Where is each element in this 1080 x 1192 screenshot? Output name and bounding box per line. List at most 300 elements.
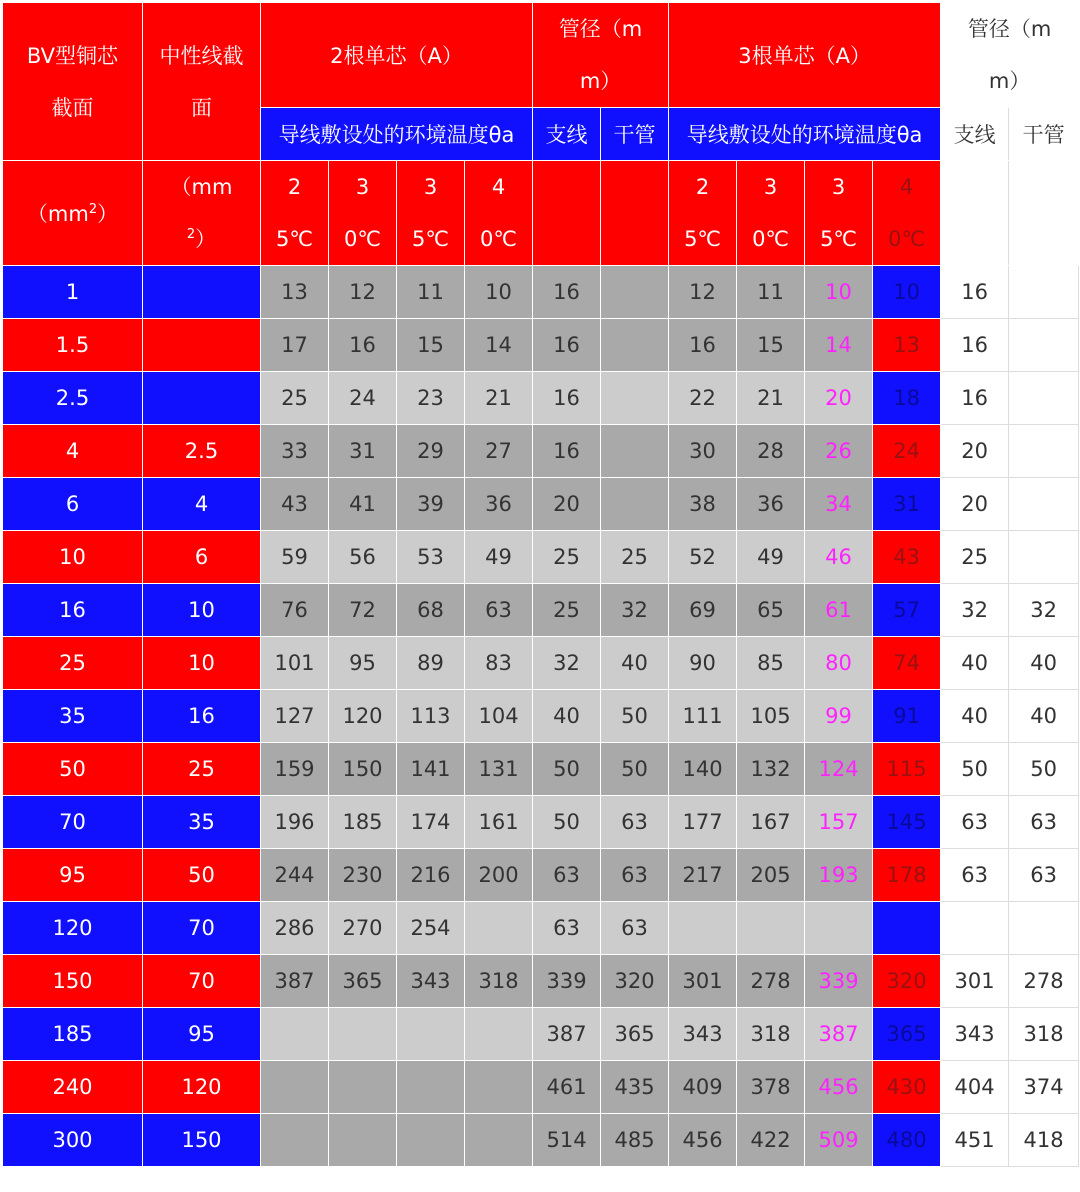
cell-two-core-0: 17	[261, 319, 329, 372]
cell-pipe-a-branch: 387	[533, 1008, 601, 1061]
cell-two-core-3: 318	[465, 955, 533, 1008]
wire-ampacity-table	[2, 2, 1079, 1167]
header-section-line1: BV型铜芯	[26, 43, 119, 68]
cell-two-core-3	[465, 902, 533, 955]
cell-two-core-0: 33	[261, 425, 329, 478]
cell-two-core-2: 174	[397, 796, 465, 849]
cell-pipe-b-branch: 32	[941, 584, 1009, 637]
cell-three-core-0: 140	[669, 743, 737, 796]
header-pipe-b	[941, 3, 1079, 108]
cell-three-core-3	[873, 902, 941, 955]
unit-neutral-sup: 2	[186, 227, 196, 242]
cell-two-core-1: 230	[329, 849, 397, 902]
cell-two-core-2	[397, 1061, 465, 1114]
table-row	[3, 1114, 1079, 1167]
unit-neutral-line2	[143, 213, 260, 265]
cell-pipe-b-branch: 301	[941, 955, 1009, 1008]
cell-three-core-0: 69	[669, 584, 737, 637]
cell-pipe-b-main: 50	[1009, 743, 1079, 796]
cell-three-core-2: 34	[805, 478, 873, 531]
cell-three-core-1: 205	[737, 849, 805, 902]
header-section	[3, 3, 143, 161]
cell-two-core-3: 10	[465, 266, 533, 319]
cell-three-core-3: 178	[873, 849, 941, 902]
cell-neutral: 35	[143, 796, 261, 849]
header-two-core: 2根单芯（A）	[261, 3, 533, 108]
table-row	[3, 1061, 1079, 1114]
cell-two-core-1: 185	[329, 796, 397, 849]
cell-pipe-b-branch: 40	[941, 637, 1009, 690]
cell-three-core-3: 145	[873, 796, 941, 849]
cell-section: 1	[3, 266, 143, 319]
cell-pipe-b-branch: 20	[941, 478, 1009, 531]
cell-three-core-2: 456	[805, 1061, 873, 1114]
temp-three-3-l1: 4	[899, 175, 914, 199]
header-main-b: 干管	[1009, 108, 1079, 161]
temp-three-3-l2: 0℃	[888, 227, 926, 251]
cell-three-core-0: 30	[669, 425, 737, 478]
table-row	[3, 372, 1079, 425]
temp-three-3	[873, 161, 941, 266]
unit-neutral	[143, 161, 261, 266]
cell-two-core-2: 23	[397, 372, 465, 425]
cell-three-core-1: 65	[737, 584, 805, 637]
cell-neutral: 2.5	[143, 425, 261, 478]
cell-three-core-2: 99	[805, 690, 873, 743]
cell-pipe-b-branch: 404	[941, 1061, 1009, 1114]
cell-two-core-1: 72	[329, 584, 397, 637]
cell-two-core-1: 365	[329, 955, 397, 1008]
cell-pipe-b-branch: 63	[941, 796, 1009, 849]
table-row	[3, 690, 1079, 743]
cell-two-core-2	[397, 1008, 465, 1061]
unit-section-pre: （mm	[26, 202, 89, 226]
header-three-core: 3根单芯（A）	[669, 3, 941, 108]
cell-pipe-b-main	[1009, 425, 1079, 478]
cell-neutral	[143, 319, 261, 372]
temp-three-2-l2: 5℃	[820, 227, 858, 251]
temp-two-1	[329, 161, 397, 266]
cell-section: 300	[3, 1114, 143, 1167]
cell-two-core-1: 24	[329, 372, 397, 425]
cell-two-core-2: 15	[397, 319, 465, 372]
cell-pipe-b-main: 374	[1009, 1061, 1079, 1114]
table-row	[3, 796, 1079, 849]
cell-three-core-2: 124	[805, 743, 873, 796]
temp-two-2	[397, 161, 465, 266]
cell-section: 95	[3, 849, 143, 902]
cell-pipe-a-branch: 16	[533, 425, 601, 478]
cell-pipe-a-main	[601, 266, 669, 319]
cell-neutral	[143, 372, 261, 425]
cell-neutral: 150	[143, 1114, 261, 1167]
cell-pipe-a-main: 365	[601, 1008, 669, 1061]
header-pipe-a-line2: m）	[579, 69, 622, 93]
temp-two-0-l2: 5℃	[276, 227, 313, 251]
cell-two-core-1	[329, 1114, 397, 1167]
cell-three-core-2: 387	[805, 1008, 873, 1061]
cell-two-core-2: 53	[397, 531, 465, 584]
cell-pipe-a-main: 320	[601, 955, 669, 1008]
cell-pipe-a-main: 63	[601, 902, 669, 955]
cell-section: 6	[3, 478, 143, 531]
cell-three-core-0: 301	[669, 955, 737, 1008]
cell-two-core-2	[397, 1114, 465, 1167]
cell-pipe-b-branch: 16	[941, 372, 1009, 425]
cell-two-core-3	[465, 1061, 533, 1114]
cell-two-core-0	[261, 1061, 329, 1114]
cell-section: 2.5	[3, 372, 143, 425]
cell-section: 70	[3, 796, 143, 849]
cell-two-core-3	[465, 1114, 533, 1167]
cell-two-core-2: 216	[397, 849, 465, 902]
header-branch-b: 支线	[941, 108, 1009, 161]
cell-three-core-2: 26	[805, 425, 873, 478]
cell-pipe-a-main: 63	[601, 849, 669, 902]
cell-three-core-2: 80	[805, 637, 873, 690]
cell-two-core-1	[329, 1008, 397, 1061]
cell-pipe-a-branch: 50	[533, 743, 601, 796]
temp-three-1-l1: 3	[763, 175, 778, 199]
cell-neutral: 10	[143, 584, 261, 637]
cell-two-core-3: 27	[465, 425, 533, 478]
cell-three-core-3: 43	[873, 531, 941, 584]
cell-two-core-0: 127	[261, 690, 329, 743]
pipe-b-main-unit	[1009, 161, 1079, 266]
cell-pipe-b-main: 40	[1009, 637, 1079, 690]
cell-pipe-b-main: 278	[1009, 955, 1079, 1008]
cell-pipe-b-main	[1009, 902, 1079, 955]
cell-three-core-1: 11	[737, 266, 805, 319]
cell-three-core-0: 52	[669, 531, 737, 584]
table-row	[3, 849, 1079, 902]
temp-three-0-l1: 2	[695, 175, 710, 199]
cell-section: 4	[3, 425, 143, 478]
cell-two-core-0: 101	[261, 637, 329, 690]
cell-three-core-1	[737, 902, 805, 955]
header-pipe-a	[533, 3, 669, 108]
cell-section: 10	[3, 531, 143, 584]
cell-pipe-b-main	[1009, 531, 1079, 584]
cell-three-core-3: 24	[873, 425, 941, 478]
cell-pipe-a-main: 50	[601, 743, 669, 796]
cell-three-core-1: 422	[737, 1114, 805, 1167]
table-row	[3, 425, 1079, 478]
cell-two-core-1: 95	[329, 637, 397, 690]
cell-three-core-3: 430	[873, 1061, 941, 1114]
table-row	[3, 1008, 1079, 1061]
unit-section-sup: 2	[88, 202, 98, 217]
cell-pipe-a-branch: 339	[533, 955, 601, 1008]
temp-two-3-l2: 0℃	[480, 227, 517, 251]
cell-three-core-3: 13	[873, 319, 941, 372]
cell-two-core-0: 196	[261, 796, 329, 849]
cell-two-core-0: 286	[261, 902, 329, 955]
cell-three-core-1: 278	[737, 955, 805, 1008]
cell-pipe-b-branch: 63	[941, 849, 1009, 902]
pipe-a-main-unit	[601, 161, 669, 266]
cell-three-core-3: 115	[873, 743, 941, 796]
cell-three-core-2	[805, 902, 873, 955]
cell-two-core-0: 59	[261, 531, 329, 584]
cell-two-core-1: 56	[329, 531, 397, 584]
cell-pipe-b-main: 63	[1009, 796, 1079, 849]
cell-two-core-0: 159	[261, 743, 329, 796]
pipe-a-branch-unit	[533, 161, 601, 266]
cell-three-core-3: 74	[873, 637, 941, 690]
temp-three-2	[805, 161, 873, 266]
cell-two-core-0: 43	[261, 478, 329, 531]
temp-two-1-l1: 3	[355, 175, 370, 199]
cell-two-core-3: 21	[465, 372, 533, 425]
cell-three-core-2: 193	[805, 849, 873, 902]
temp-two-2-l2: 5℃	[412, 227, 449, 251]
cell-three-core-2: 61	[805, 584, 873, 637]
cell-three-core-0: 409	[669, 1061, 737, 1114]
cell-three-core-0: 16	[669, 319, 737, 372]
cell-two-core-3: 36	[465, 478, 533, 531]
cell-section: 240	[3, 1061, 143, 1114]
temp-two-3	[465, 161, 533, 266]
temp-three-1	[737, 161, 805, 266]
cell-two-core-1: 12	[329, 266, 397, 319]
cell-section: 16	[3, 584, 143, 637]
header-section-line2: 截面	[51, 95, 94, 120]
cell-two-core-1	[329, 1061, 397, 1114]
cell-pipe-a-branch: 16	[533, 266, 601, 319]
cell-pipe-b-branch: 20	[941, 425, 1009, 478]
unit-neutral-line1: （mm	[170, 175, 233, 199]
cell-two-core-3: 63	[465, 584, 533, 637]
header-env-temp-b: 导线敷设处的环境温度θa	[669, 108, 941, 161]
cell-pipe-a-branch: 63	[533, 902, 601, 955]
header-pipe-b-line2: m）	[988, 69, 1031, 93]
cell-pipe-b-branch: 50	[941, 743, 1009, 796]
cell-three-core-3: 31	[873, 478, 941, 531]
cell-neutral: 16	[143, 690, 261, 743]
cell-three-core-2: 10	[805, 266, 873, 319]
cell-two-core-1: 16	[329, 319, 397, 372]
cell-two-core-3	[465, 1008, 533, 1061]
header-neutral-line1: 中性线截	[159, 43, 244, 68]
cell-pipe-b-branch: 25	[941, 531, 1009, 584]
table-row	[3, 266, 1079, 319]
temp-three-1-l2: 0℃	[752, 227, 790, 251]
cell-pipe-a-branch: 514	[533, 1114, 601, 1167]
unit-neutral-post: ）	[195, 227, 217, 251]
cell-two-core-0: 25	[261, 372, 329, 425]
cell-pipe-a-branch: 40	[533, 690, 601, 743]
cell-pipe-b-branch: 16	[941, 266, 1009, 319]
cell-two-core-3: 49	[465, 531, 533, 584]
cell-pipe-a-main: 40	[601, 637, 669, 690]
cell-three-core-1: 15	[737, 319, 805, 372]
cell-three-core-0: 111	[669, 690, 737, 743]
table-row	[3, 584, 1079, 637]
cell-two-core-0: 76	[261, 584, 329, 637]
cell-three-core-0: 343	[669, 1008, 737, 1061]
cell-section: 25	[3, 637, 143, 690]
header-neutral-line2: 面	[191, 95, 212, 120]
cell-two-core-1: 150	[329, 743, 397, 796]
temp-three-0-l2: 5℃	[684, 227, 722, 251]
temp-two-0-l1: 2	[287, 175, 302, 199]
cell-two-core-1: 41	[329, 478, 397, 531]
cell-pipe-b-main: 318	[1009, 1008, 1079, 1061]
temp-three-0	[669, 161, 737, 266]
cell-two-core-3: 83	[465, 637, 533, 690]
cell-pipe-a-branch: 25	[533, 531, 601, 584]
cell-three-core-1: 36	[737, 478, 805, 531]
header-branch-a: 支线	[533, 108, 601, 161]
cell-three-core-3: 320	[873, 955, 941, 1008]
cell-two-core-0	[261, 1008, 329, 1061]
cell-pipe-b-main: 63	[1009, 849, 1079, 902]
table-row	[3, 743, 1079, 796]
cell-pipe-a-main: 50	[601, 690, 669, 743]
cell-two-core-3: 14	[465, 319, 533, 372]
header-main-a: 干管	[601, 108, 669, 161]
cell-pipe-a-main: 25	[601, 531, 669, 584]
cell-three-core-0: 177	[669, 796, 737, 849]
cell-section: 185	[3, 1008, 143, 1061]
cell-three-core-2: 339	[805, 955, 873, 1008]
temp-two-3-l1: 4	[491, 175, 506, 199]
cell-two-core-2: 254	[397, 902, 465, 955]
cell-three-core-3: 18	[873, 372, 941, 425]
cell-three-core-3: 91	[873, 690, 941, 743]
cell-pipe-b-main	[1009, 478, 1079, 531]
table-row	[3, 902, 1079, 955]
cell-two-core-2: 89	[397, 637, 465, 690]
cell-three-core-2: 46	[805, 531, 873, 584]
cell-pipe-b-branch	[941, 902, 1009, 955]
cell-pipe-a-branch: 20	[533, 478, 601, 531]
cell-three-core-1: 28	[737, 425, 805, 478]
cell-two-core-3: 200	[465, 849, 533, 902]
cell-two-core-2: 141	[397, 743, 465, 796]
cell-two-core-1: 31	[329, 425, 397, 478]
cell-three-core-0	[669, 902, 737, 955]
cell-neutral: 4	[143, 478, 261, 531]
cell-two-core-3: 161	[465, 796, 533, 849]
cell-three-core-0: 12	[669, 266, 737, 319]
cell-pipe-a-main	[601, 372, 669, 425]
cell-three-core-1: 378	[737, 1061, 805, 1114]
table-row	[3, 531, 1079, 584]
cell-pipe-a-branch: 25	[533, 584, 601, 637]
cell-three-core-2: 20	[805, 372, 873, 425]
cell-pipe-b-main	[1009, 372, 1079, 425]
cell-three-core-2: 509	[805, 1114, 873, 1167]
header-pipe-a-line1: 管径（m	[558, 17, 643, 41]
cell-two-core-2: 29	[397, 425, 465, 478]
cell-two-core-0	[261, 1114, 329, 1167]
cell-pipe-b-main	[1009, 319, 1079, 372]
cell-pipe-b-branch: 343	[941, 1008, 1009, 1061]
cell-three-core-0: 217	[669, 849, 737, 902]
cell-pipe-a-main: 32	[601, 584, 669, 637]
cell-two-core-2: 11	[397, 266, 465, 319]
header-neutral	[143, 3, 261, 161]
cell-section: 150	[3, 955, 143, 1008]
cell-three-core-1: 105	[737, 690, 805, 743]
cell-section: 1.5	[3, 319, 143, 372]
temp-two-0	[261, 161, 329, 266]
table-row	[3, 478, 1079, 531]
cell-three-core-3: 365	[873, 1008, 941, 1061]
cell-pipe-a-main: 63	[601, 796, 669, 849]
unit-section	[3, 161, 143, 266]
cell-three-core-2: 157	[805, 796, 873, 849]
cell-pipe-a-branch: 63	[533, 849, 601, 902]
cell-two-core-1: 120	[329, 690, 397, 743]
cell-three-core-1: 85	[737, 637, 805, 690]
cell-three-core-3: 10	[873, 266, 941, 319]
cell-pipe-b-branch: 40	[941, 690, 1009, 743]
header-env-temp-a: 导线敷设处的环境温度θa	[261, 108, 533, 161]
cell-pipe-a-main: 435	[601, 1061, 669, 1114]
cell-three-core-3: 57	[873, 584, 941, 637]
temp-two-2-l1: 3	[423, 175, 438, 199]
cell-pipe-b-main: 418	[1009, 1114, 1079, 1167]
cell-neutral: 120	[143, 1061, 261, 1114]
cell-section: 35	[3, 690, 143, 743]
table-row	[3, 319, 1079, 372]
cell-pipe-a-main: 485	[601, 1114, 669, 1167]
header-pipe-b-line1: 管径（m	[967, 17, 1052, 41]
cell-three-core-0: 90	[669, 637, 737, 690]
cell-three-core-1: 318	[737, 1008, 805, 1061]
cell-two-core-1: 270	[329, 902, 397, 955]
cell-pipe-b-main	[1009, 266, 1079, 319]
cell-pipe-b-branch: 16	[941, 319, 1009, 372]
cell-pipe-a-branch: 50	[533, 796, 601, 849]
table-row	[3, 955, 1079, 1008]
cell-neutral: 70	[143, 955, 261, 1008]
cell-two-core-0: 13	[261, 266, 329, 319]
cell-three-core-1: 21	[737, 372, 805, 425]
cell-neutral	[143, 266, 261, 319]
cell-three-core-1: 167	[737, 796, 805, 849]
cell-three-core-0: 22	[669, 372, 737, 425]
cell-two-core-2: 113	[397, 690, 465, 743]
cell-pipe-a-main	[601, 425, 669, 478]
cell-section: 120	[3, 902, 143, 955]
cell-neutral: 25	[143, 743, 261, 796]
cell-pipe-b-main: 32	[1009, 584, 1079, 637]
cell-neutral: 70	[143, 902, 261, 955]
cell-neutral: 50	[143, 849, 261, 902]
cell-pipe-a-main	[601, 319, 669, 372]
cell-neutral: 6	[143, 531, 261, 584]
cell-three-core-3: 480	[873, 1114, 941, 1167]
cell-three-core-1: 49	[737, 531, 805, 584]
cell-two-core-3: 104	[465, 690, 533, 743]
cell-two-core-2: 68	[397, 584, 465, 637]
cell-pipe-b-main: 40	[1009, 690, 1079, 743]
cell-two-core-2: 343	[397, 955, 465, 1008]
cell-two-core-3: 131	[465, 743, 533, 796]
cell-pipe-a-main	[601, 478, 669, 531]
cell-pipe-a-branch: 16	[533, 319, 601, 372]
cell-pipe-a-branch: 32	[533, 637, 601, 690]
cell-three-core-2: 14	[805, 319, 873, 372]
temp-two-1-l2: 0℃	[344, 227, 381, 251]
cell-two-core-0: 244	[261, 849, 329, 902]
cell-two-core-2: 39	[397, 478, 465, 531]
temp-three-2-l1: 3	[831, 175, 846, 199]
